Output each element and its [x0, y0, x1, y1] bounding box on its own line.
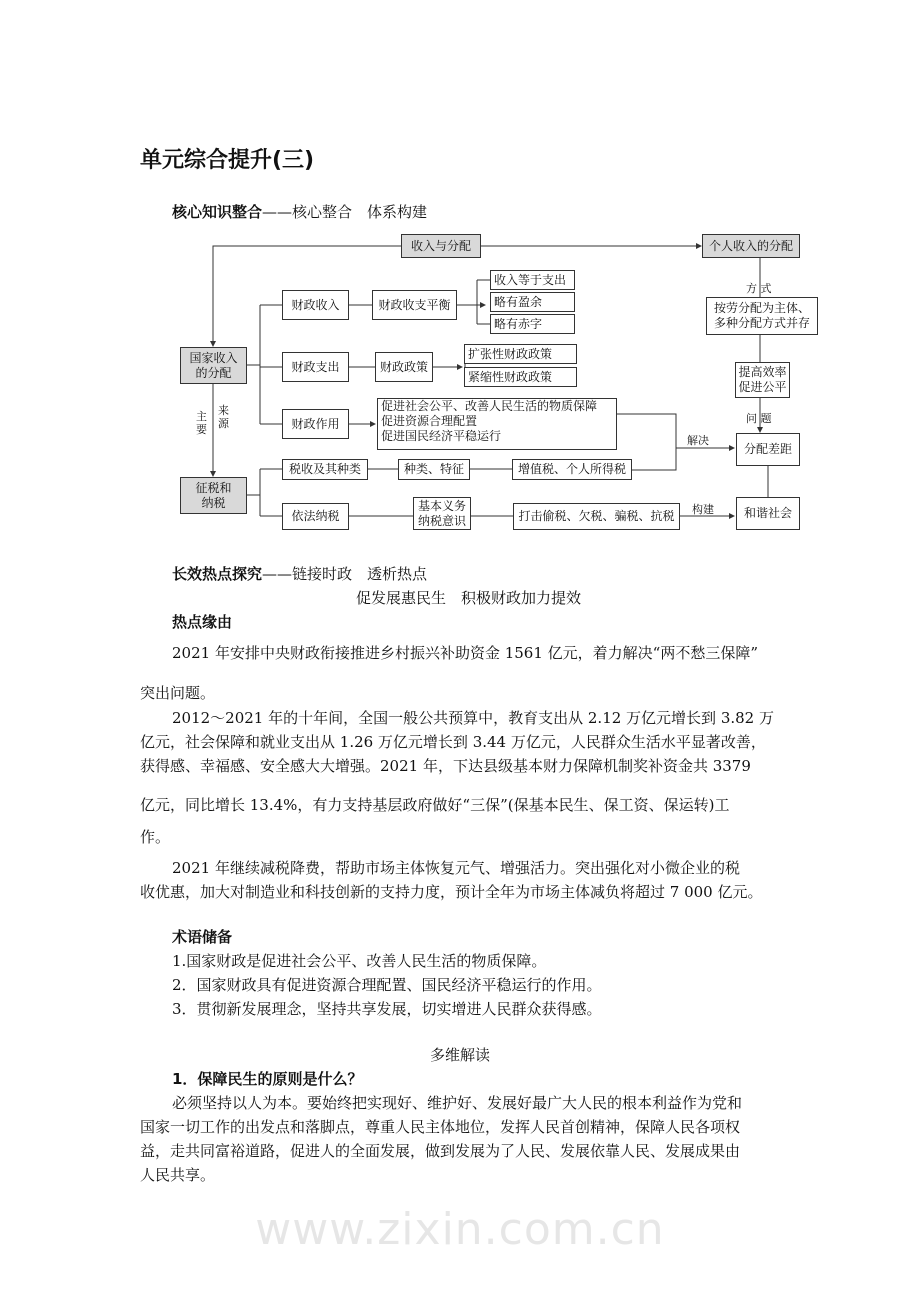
- box-tax-types: 税收及其种类: [282, 459, 368, 480]
- section-heading-hotspot: [172, 564, 427, 584]
- box-efficiency: [735, 362, 790, 398]
- box-line: 基本义务: [417, 498, 466, 513]
- label-build: 构建: [692, 503, 714, 516]
- multi-heading: 多维解读: [429, 1046, 490, 1064]
- box-line: 纳税: [201, 495, 226, 510]
- question: 1．保障民生的原则是什么？: [172, 1070, 363, 1088]
- box-fiscal-expenditure: 财政支出: [282, 352, 349, 382]
- label-solve: 解决: [687, 434, 709, 447]
- answer-line: 必须坚持以人为本。要始终把实现好、维护好、发展好最广大人民的根本利益作为党和: [172, 1094, 743, 1112]
- box-line: 促进国民经济平稳运行: [381, 429, 502, 443]
- box-line: 多种分配方式并存: [713, 316, 810, 330]
- box-duty: [413, 497, 471, 530]
- origin-heading: 热点缘由: [172, 613, 233, 631]
- box-policy: 财政政策: [375, 352, 433, 382]
- box-harmony: 和谐社会: [736, 497, 800, 530]
- label-problem: 问 题: [746, 412, 772, 425]
- box-income-distribution: 收入与分配: [401, 234, 481, 258]
- box-balance-equal: 收入等于支出: [490, 270, 575, 290]
- box-line: 提高效率: [738, 365, 787, 379]
- paragraph-line: 作。: [140, 828, 171, 846]
- label-main: 主要: [196, 410, 207, 436]
- box-lawful-tax: 依法纳税: [282, 503, 349, 530]
- term-item: 2．国家财政具有促进资源合理配置、国民经济平稳运行的作用。: [172, 976, 602, 994]
- heading-subtitle: ——链接时政 透析热点: [262, 565, 428, 583]
- box-national-distribution: [180, 347, 247, 384]
- box-roles: [377, 398, 617, 450]
- box-personal-method: [706, 297, 818, 335]
- term-item: 3．贯彻新发展理念，坚持共享发展，切实增进人民群众获得感。: [172, 1000, 602, 1018]
- heading-text: 长效热点探究: [172, 565, 263, 583]
- paragraph-line: 2012～2021 年的十年间，全国一般公共预算中，教育支出从 2.12 万亿元增长到 3.82 万: [172, 709, 774, 727]
- hotspot-topic: 促发展惠民生 积极财政加力提效: [356, 589, 582, 607]
- box-line: 的分配: [195, 365, 232, 380]
- answer-line: 益，走共同富裕道路，促进人的全面发展，做到发展为了人民、发展依靠人民、发展成果由: [140, 1142, 741, 1160]
- box-fiscal-revenue: 财政收入: [282, 290, 349, 320]
- paragraph-line: 亿元，同比增长 13.4%，有力支持基层政府做好“三保”(保基本民生、保工资、保运转)工: [140, 796, 730, 814]
- box-expansionary: 扩张性财政政策: [464, 344, 577, 364]
- box-fight: 打击偷税、欠税、骗税、抗税: [513, 503, 680, 530]
- heading-subtitle: ——核心整合 体系构建: [262, 203, 428, 221]
- box-line: 征税和: [195, 480, 232, 495]
- paragraph-line: 2021 年继续减税降费，帮助市场主体恢复元气、增强活力。突出强化对小微企业的税: [172, 859, 740, 877]
- page-title: 单元综合提升(三): [140, 148, 315, 173]
- box-line: 促进公平: [738, 380, 787, 394]
- box-line: 促进资源合理配置: [381, 414, 478, 428]
- box-line: 促进社会公平、改善人民生活的物质保障: [381, 399, 598, 413]
- box-types-features: 种类、特征: [398, 459, 470, 480]
- box-taxation: [180, 477, 247, 514]
- terms-heading: 术语储备: [172, 928, 233, 946]
- answer-line: 国家一切工作的出发点和落脚点，尊重人民主体地位，发挥人民首创精神，保障人民各项权: [140, 1118, 741, 1136]
- paragraph-line: 突出问题。: [140, 684, 216, 702]
- box-gap: 分配差距: [736, 433, 800, 466]
- box-line: 国家收入: [189, 350, 238, 365]
- box-line: 纳税意识: [417, 513, 466, 528]
- box-contractionary: 紧缩性财政政策: [464, 367, 577, 387]
- box-balance-deficit: 略有赤字: [490, 314, 575, 334]
- label-method: 方 式: [746, 282, 772, 295]
- box-balance-surplus: 略有盈余: [490, 292, 575, 312]
- answer-line: 人民共享。: [140, 1166, 216, 1184]
- watermark: www.zixin.com.cn: [255, 1204, 665, 1255]
- box-personal-distribution: 个人收入的分配: [702, 234, 800, 258]
- paragraph-line: 2021 年安排中央财政衔接推进乡村振兴补助资金 1561 亿元，着力解决“两不愁三保障”: [172, 644, 758, 662]
- term-item: 1.国家财政是促进社会公平、改善人民生活的物质保障。: [172, 952, 547, 970]
- box-tax-examples: 增值税、个人所得税: [512, 459, 632, 480]
- box-fiscal-role: 财政作用: [282, 409, 349, 439]
- box-line: 按劳分配为主体、: [713, 301, 810, 315]
- paragraph-line: 亿元，社会保障和就业支出从 1.26 万亿元增长到 3.44 万亿元，人民群众生活水平显著改善，: [140, 733, 766, 751]
- label-source: 来源: [218, 404, 229, 430]
- paragraph-line: 获得感、幸福感、安全感大大增强。2021 年，下达县级基本财力保障机制奖补资金共 3379: [140, 757, 751, 775]
- box-balance: 财政收支平衡: [372, 290, 457, 320]
- heading-text: 核心知识整合: [172, 203, 263, 221]
- paragraph-line: 收优惠，加大对制造业和科技创新的支持力度，预计全年为市场主体减负将超过 7 000 亿元。: [140, 883, 763, 901]
